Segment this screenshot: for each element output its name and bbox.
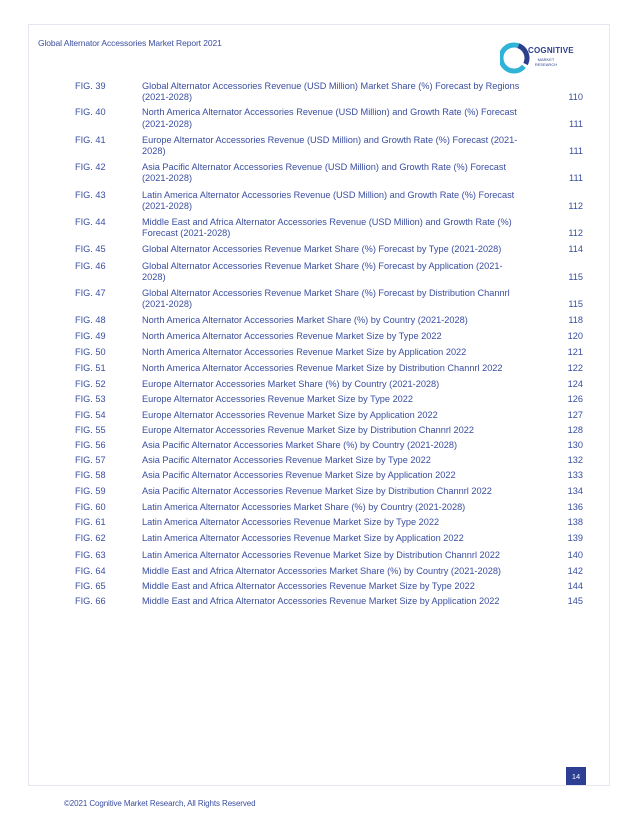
figure-number: FIG. 52: [75, 379, 106, 390]
toc-row[interactable]: [75, 440, 583, 451]
toc-row[interactable]: [75, 162, 583, 184]
figure-number: FIG. 40: [75, 107, 106, 118]
figure-title: North America Alternator Accessories Revenue Market Size by Application 2022: [142, 346, 467, 357]
page-reference: 132: [567, 455, 583, 466]
toc-row[interactable]: [75, 470, 583, 481]
page-reference: 114: [568, 244, 583, 255]
toc-row[interactable]: [75, 331, 583, 342]
page-number-badge: 14: [566, 767, 586, 785]
figure-title: Middle East and Africa Alternator Accessories Revenue Market Size by Type 2022: [142, 580, 475, 591]
toc-row[interactable]: [75, 486, 583, 497]
figure-number: FIG. 63: [75, 549, 106, 560]
figure-number: FIG. 65: [75, 580, 106, 591]
toc-row[interactable]: [75, 502, 583, 513]
figure-title: North America Alternator Accessories Revenue Market Size by Distribution Channrl 2022: [142, 363, 503, 374]
figure-title: Latin America Alternator Accessories Market Share (%) by Country (2021-2028): [142, 501, 466, 512]
figure-number: FIG. 42: [75, 162, 106, 173]
page-reference: 136: [567, 501, 583, 512]
toc-row[interactable]: [75, 517, 583, 528]
page-reference: 145: [567, 596, 583, 607]
page-reference: 133: [567, 470, 583, 481]
figure-title: Middle East and Africa Alternator Accessories Revenue Market Size by Application 2022: [142, 596, 500, 607]
figure-number: FIG. 41: [75, 134, 106, 145]
figure-number: FIG. 55: [75, 424, 106, 435]
page-reference: 110: [568, 92, 583, 103]
page-reference: 126: [567, 394, 583, 405]
figure-title: Asia Pacific Alternator Accessories Market Share (%) by Country (2021-2028): [142, 440, 458, 451]
figure-title: Global Alternator Accessories Revenue (USD Million) Market Share (%) Forecast by Regions (2021-2028): [142, 81, 520, 103]
page-reference: 120: [567, 330, 583, 341]
figure-title: North America Alternator Accessories Market Share (%) by Country (2021-2028): [142, 315, 468, 326]
figure-number: FIG. 53: [75, 394, 106, 405]
page-reference: 128: [567, 424, 583, 435]
page-reference: 140: [567, 549, 583, 560]
figure-title: North America Alternator Accessories Revenue (USD Million) and Growth Rate (%) Forecast (2021-2028): [142, 107, 517, 129]
logo-wordmark: COGNITIVE: [528, 46, 574, 55]
figure-title: Middle East and Africa Alternator Accessories Revenue (USD Million) and Growth Rate (%) Forecast (2021-2028): [142, 217, 512, 239]
figure-title: Middle East and Africa Alternator Accessories Market Share (%) by Country (2021-2028): [142, 565, 501, 576]
figure-title: Europe Alternator Accessories Revenue (USD Million) and Growth Rate (%) Forecast (2021-2028): [142, 134, 518, 157]
figure-title: Asia Pacific Alternator Accessories Revenue Market Size by Distribution Channrl 2022: [142, 485, 492, 496]
figure-title: Latin America Alternator Accessories Revenue Market Size by Type 2022: [142, 517, 440, 528]
toc-row[interactable]: [75, 379, 583, 390]
figure-title: Asia Pacific Alternator Accessories Revenue Market Size by Application 2022: [142, 470, 456, 481]
toc-row[interactable]: [75, 566, 583, 577]
figure-number: FIG. 62: [75, 533, 106, 544]
page-reference: 112: [568, 200, 583, 211]
toc-row[interactable]: [75, 244, 583, 255]
figure-number: FIG. 57: [75, 455, 106, 466]
report-header-title: Global Alternator Accessories Market Report 2021: [38, 38, 222, 48]
table-of-figures: [75, 81, 583, 611]
page-reference: 139: [567, 533, 583, 544]
figure-number: FIG. 66: [75, 596, 106, 607]
figure-title: Latin America Alternator Accessories Revenue Market Size by Distribution Channrl 2022: [142, 549, 500, 560]
figure-number: FIG. 44: [75, 217, 106, 228]
figure-title: Asia Pacific Alternator Accessories Revenue (USD Million) and Growth Rate (%) Forecast (2021-2028): [142, 162, 507, 184]
logo-subtitle: MARKET RESEARCH: [534, 57, 558, 67]
figure-number: FIG. 56: [75, 440, 106, 451]
copyright-footer: ©2021 Cognitive Market Research, All Rights Reserved: [64, 799, 256, 808]
figure-title: Global Alternator Accessories Revenue Market Share (%) Forecast by Distribution Channrl (2021-2028): [142, 288, 510, 310]
toc-row[interactable]: [75, 425, 583, 436]
figure-number: FIG. 60: [75, 501, 106, 512]
toc-row[interactable]: [75, 135, 583, 157]
toc-row[interactable]: [75, 550, 583, 561]
toc-row[interactable]: [75, 315, 583, 326]
figure-number: FIG. 46: [75, 260, 106, 271]
toc-row[interactable]: [75, 347, 583, 358]
page-reference: 127: [567, 409, 583, 420]
page-reference: 134: [567, 485, 583, 496]
figure-number: FIG. 59: [75, 485, 106, 496]
figure-title: Latin America Alternator Accessories Revenue (USD Million) and Growth Rate (%) Forecast (2021-2028): [142, 189, 515, 211]
figure-title: Global Alternator Accessories Revenue Market Share (%) Forecast by Type (2021-2028): [142, 244, 502, 255]
toc-row[interactable]: [75, 107, 583, 129]
toc-row[interactable]: [75, 394, 583, 405]
toc-row[interactable]: [75, 261, 583, 283]
figure-number: FIG. 58: [75, 470, 106, 481]
page-reference: 142: [567, 565, 583, 576]
figure-title: Europe Alternator Accessories Market Share (%) by Country (2021-2028): [142, 379, 440, 390]
page-reference: 115: [568, 299, 583, 310]
figure-number: FIG. 61: [75, 517, 106, 528]
page-reference: 112: [568, 228, 583, 239]
page-reference: 115: [568, 271, 583, 282]
figure-title: Latin America Alternator Accessories Revenue Market Size by Application 2022: [142, 533, 464, 544]
figure-number: FIG. 43: [75, 189, 106, 200]
toc-row[interactable]: [75, 596, 583, 607]
page-reference: 122: [567, 363, 583, 374]
figure-title: North America Alternator Accessories Revenue Market Size by Type 2022: [142, 330, 442, 341]
page-reference: 138: [567, 517, 583, 528]
toc-row[interactable]: [75, 288, 583, 310]
toc-row[interactable]: [75, 81, 583, 103]
toc-row[interactable]: [75, 363, 583, 374]
figure-number: FIG. 51: [75, 363, 106, 374]
figure-number: FIG. 48: [75, 315, 106, 326]
figure-number: FIG. 50: [75, 346, 106, 357]
page-reference: 111: [569, 118, 583, 129]
toc-row[interactable]: [75, 410, 583, 421]
figure-title: Global Alternator Accessories Revenue Market Share (%) Forecast by Application (2021-2028): [142, 260, 503, 282]
figure-title: Asia Pacific Alternator Accessories Revenue Market Size by Type 2022: [142, 455, 431, 466]
page-reference: 111: [569, 146, 583, 157]
page-reference: 124: [567, 379, 583, 390]
figure-title: Europe Alternator Accessories Revenue Market Size by Distribution Channrl 2022: [142, 424, 474, 435]
page-reference: 118: [568, 315, 583, 326]
toc-row[interactable]: [75, 217, 583, 239]
toc-row[interactable]: [75, 455, 583, 466]
figure-title: Europe Alternator Accessories Revenue Market Size by Application 2022: [142, 409, 438, 420]
page-reference: 111: [569, 173, 583, 184]
figure-number: FIG. 45: [75, 244, 106, 255]
toc-row[interactable]: [75, 581, 583, 592]
page-reference: 144: [567, 580, 583, 591]
figure-number: FIG. 47: [75, 288, 106, 299]
toc-row[interactable]: [75, 533, 583, 544]
figure-number: FIG. 64: [75, 565, 106, 576]
page-reference: 130: [567, 440, 583, 451]
figure-number: FIG. 39: [75, 81, 106, 91]
figure-title: Europe Alternator Accessories Revenue Market Size by Type 2022: [142, 394, 414, 405]
page-reference: 121: [567, 346, 583, 357]
figure-number: FIG. 54: [75, 409, 106, 420]
toc-row[interactable]: [75, 190, 583, 212]
figure-number: FIG. 49: [75, 330, 106, 341]
